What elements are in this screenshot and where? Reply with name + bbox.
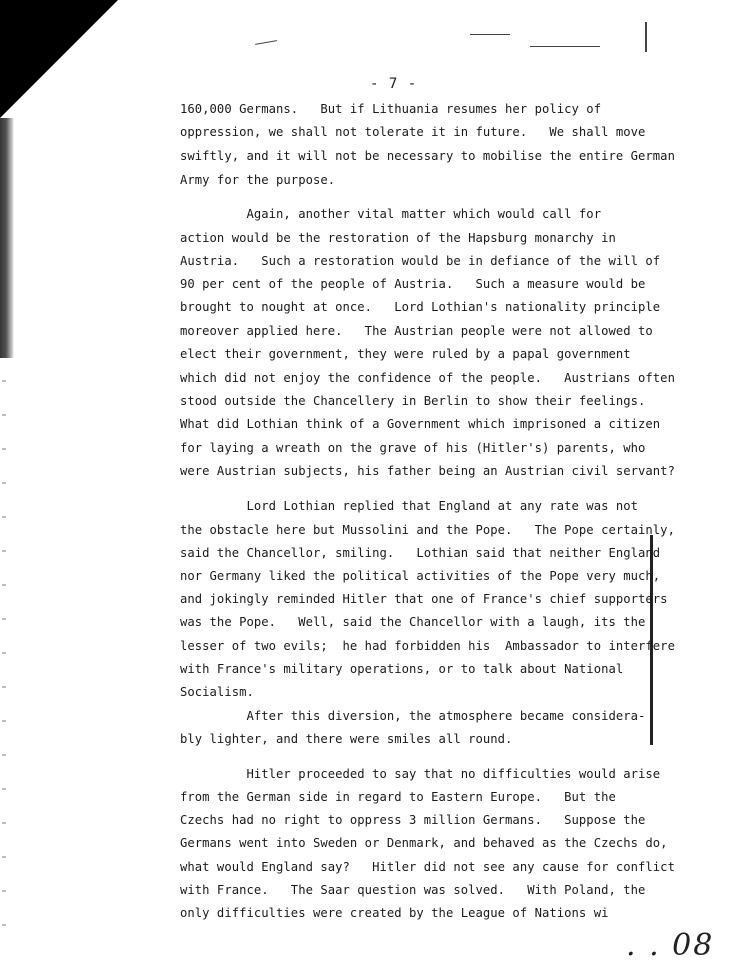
text-line: with France's military operations, or to talk about National (180, 662, 624, 676)
scan-edge-shadow (0, 118, 14, 358)
text-line: Army for the purpose. (180, 173, 336, 187)
text-line: said the Chancellor, smiling. Lothian said that neither England (180, 546, 661, 560)
text-line: Lord Lothian replied that England at any rate was not (180, 499, 639, 513)
text-line: nor Germany liked the political activities of the Pope very much, (180, 569, 661, 583)
text-line: bly lighter, and there were smiles all round. (180, 732, 513, 746)
text-line: oppression, we shall not tolerate it in future. We shall move (180, 125, 646, 139)
text-line: brought to nought at once. Lord Lothian's nationality principle (180, 300, 661, 314)
text-line: 160,000 Germans. But if Lithuania resumes her policy of (180, 102, 602, 116)
text-line: which did not enjoy the confidence of the people. Austrians often (180, 371, 675, 385)
text-line: from the German side in regard to Eastern Europe. But the (180, 790, 616, 804)
text-line: the obstacle here but Mussolini and the Pope. The Pope certainly, (180, 523, 675, 537)
text-line: only difficulties were created by the League of Nations wi (180, 906, 609, 920)
text-line: Hitler proceeded to say that no difficulties would arise (180, 767, 661, 781)
scan-top-right-mark (630, 22, 647, 52)
text-line: what would England say? Hitler did not see any cause for conflict (180, 860, 675, 874)
text-line: Socialism. (180, 685, 254, 699)
text-line: Again, another vital matter which would call for (180, 207, 602, 221)
text-line: for laying a wreath on the grave of his (Hitler's) parents, who (180, 441, 646, 455)
text-line: After this diversion, the atmosphere became considera- (180, 709, 646, 723)
text-line: What did Lothian think of a Government which imprisoned a citizen (180, 417, 661, 431)
text-line: stood outside the Chancellery in Berlin to show their feelings. (180, 394, 646, 408)
scan-smudge (255, 40, 277, 45)
text-line: Germans went into Sweden or Denmark, and behaved as the Czechs do, (180, 836, 668, 850)
text-line: Austria. Such a restoration would be in defiance of the will of (180, 254, 661, 268)
text-line: swiftly, and it will not be necessary to mobilise the entire German (180, 149, 675, 163)
text-line: 90 per cent of the people of Austria. Such a measure would be (180, 277, 646, 291)
scan-edge-marks (2, 380, 6, 940)
text-line: elect their government, they were ruled by a papal government (180, 347, 631, 361)
text-line: were Austrian subjects, his father being an Austrian civil servant? (180, 464, 675, 478)
text-line: with France. The Saar question was solved. With Poland, the (180, 883, 646, 897)
text-line: lesser of two evils; he had forbidden his Ambassador to interfere (180, 639, 675, 653)
scan-smudge (530, 46, 600, 47)
scan-corner-shadow (0, 0, 118, 118)
text-line: and jokingly reminded Hitler that one of France's chief supporters (180, 592, 668, 606)
text-line: moreover applied here. The Austrian people were not allowed to (180, 324, 653, 338)
text-line: action would be the restoration of the Hapsburg monarchy in (180, 231, 616, 245)
handwritten-page-mark: . . 08 (626, 928, 715, 963)
page-number: - 7 - (370, 76, 418, 92)
scan-smudge (470, 34, 510, 35)
text-line: Czechs had no right to oppress 3 million Germans. Suppose the (180, 813, 646, 827)
text-line: was the Pope. Well, said the Chancellor with a laugh, its the (180, 615, 646, 629)
